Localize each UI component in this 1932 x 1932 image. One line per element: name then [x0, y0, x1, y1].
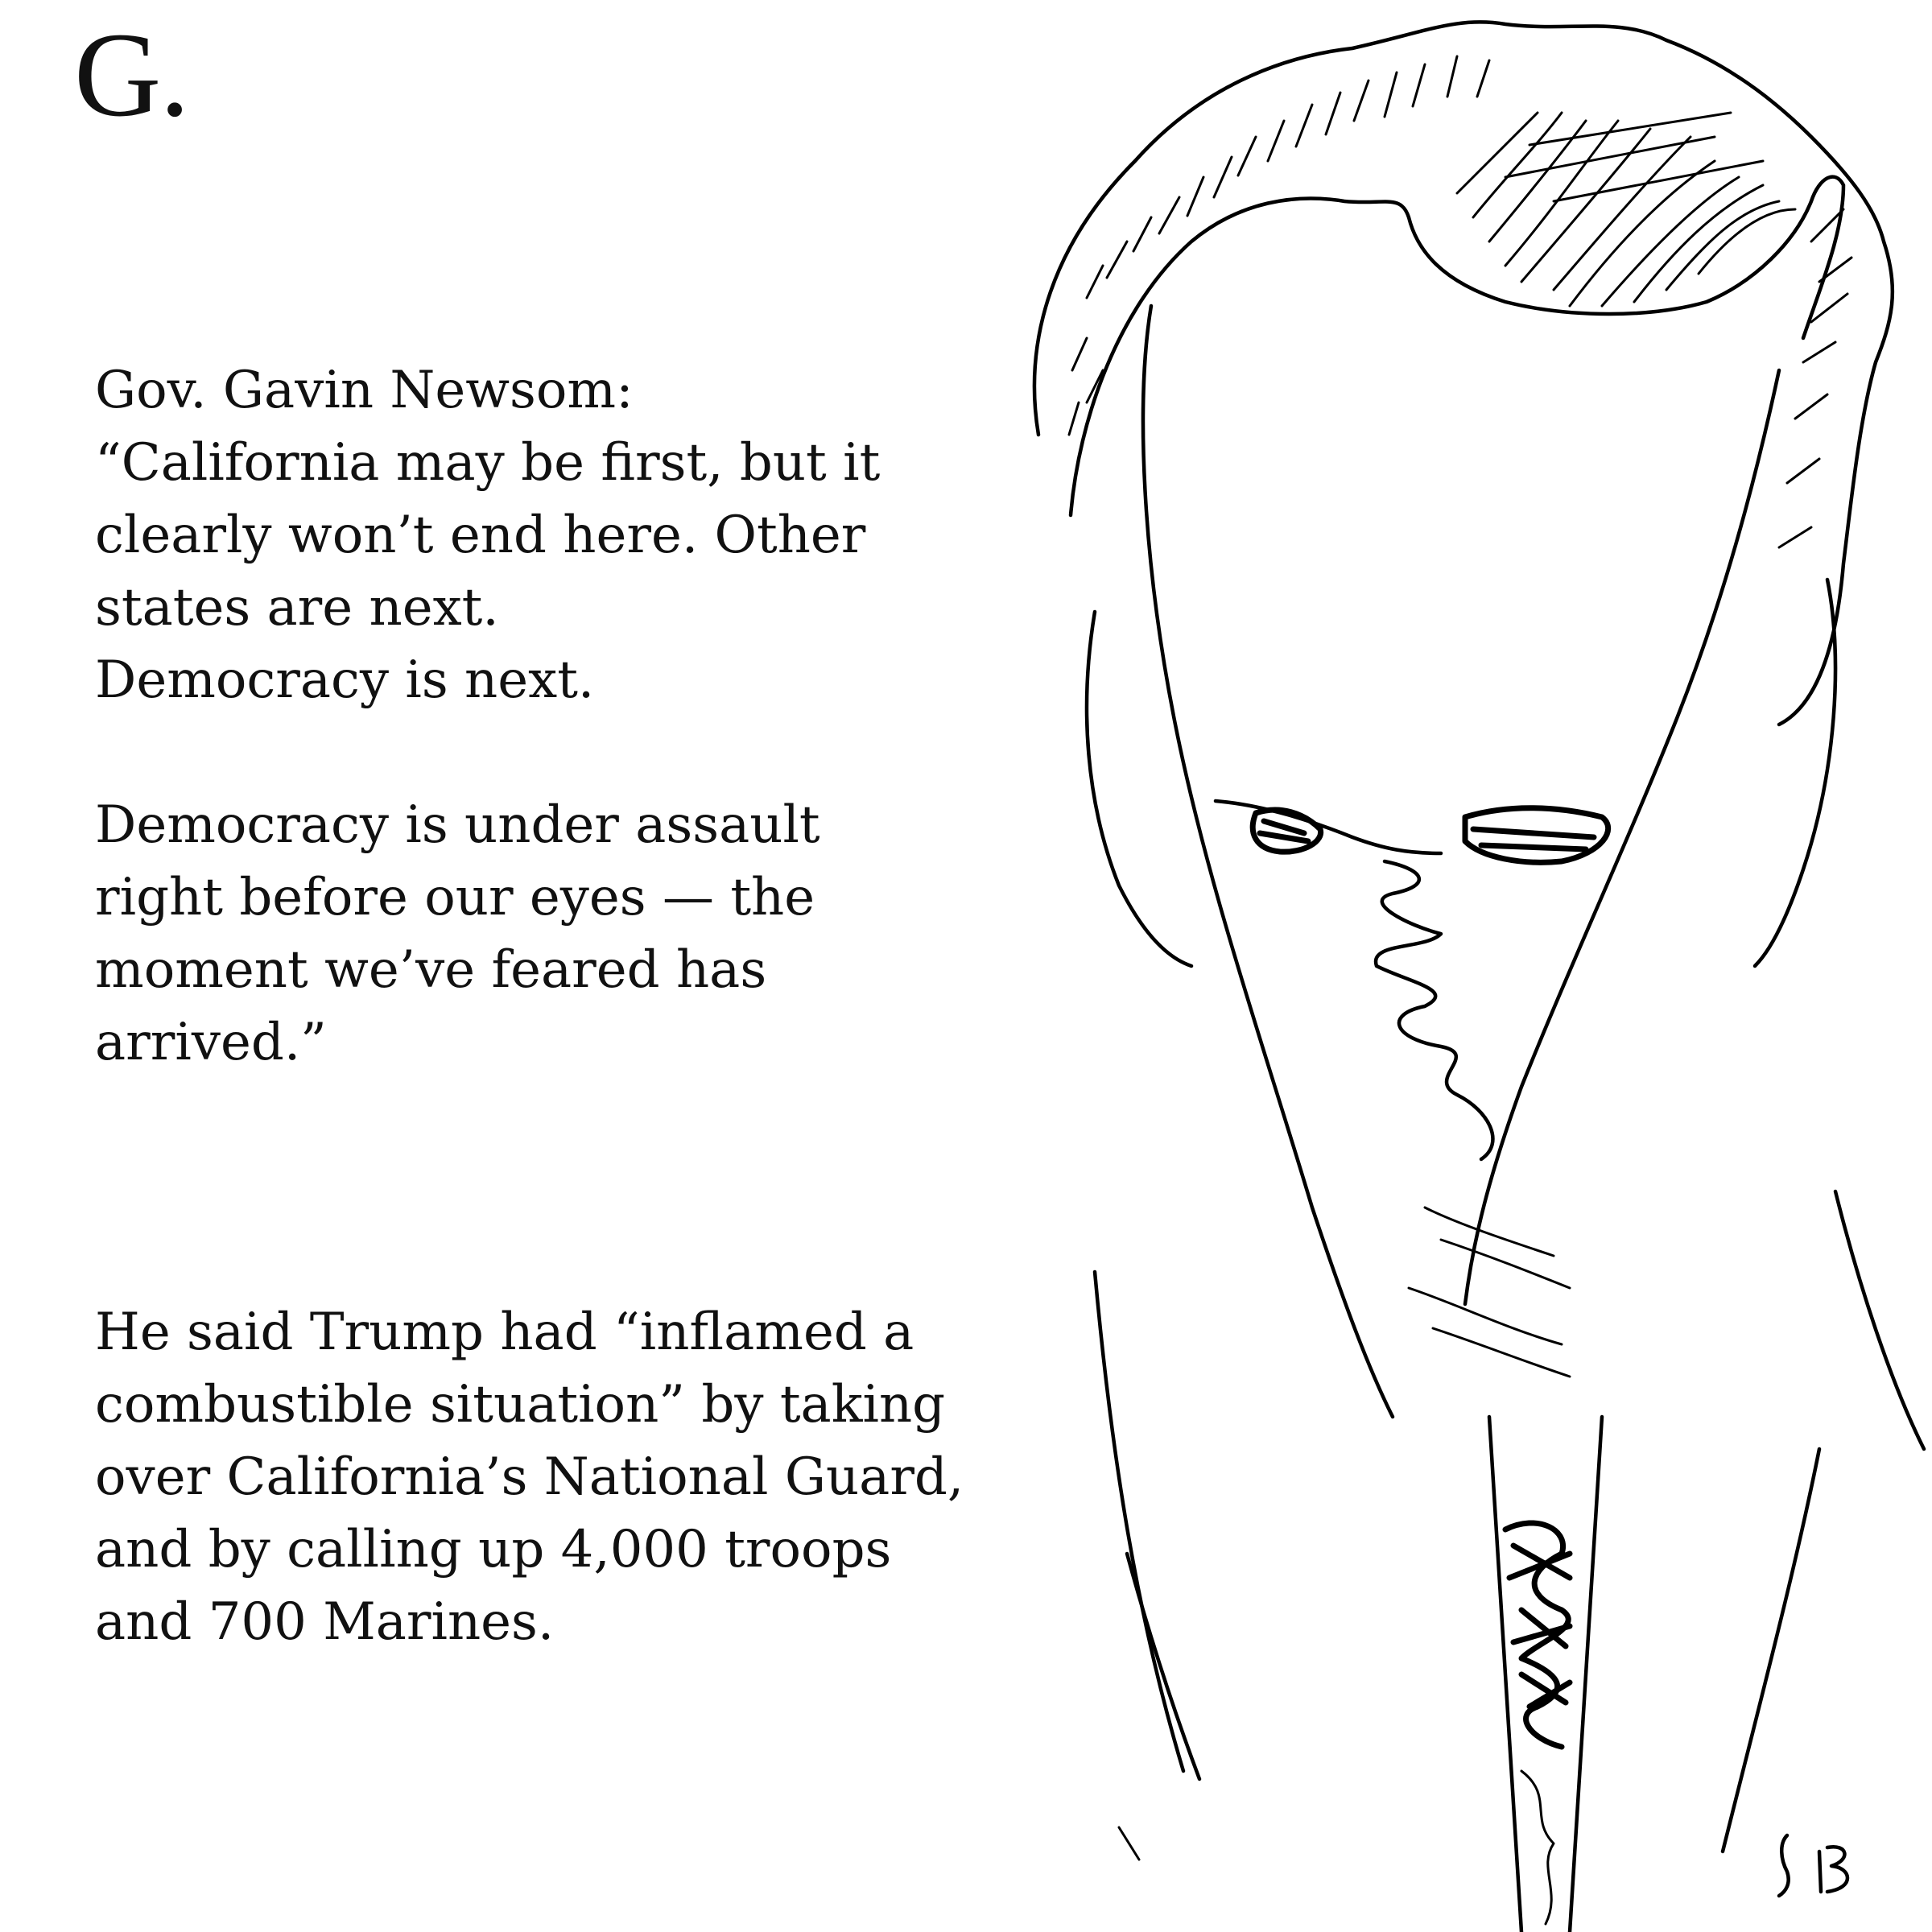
tie-edge-right [1570, 1417, 1602, 1932]
quote-line: moment we’ve feared has [95, 940, 767, 1000]
left-ear [1087, 612, 1191, 966]
stray-mark [1119, 1827, 1139, 1860]
quote-line: Democracy is next. [95, 650, 595, 710]
speaker-line: Gov. Gavin Newsom: [95, 361, 634, 420]
portrait-illustration [1006, 0, 1932, 1932]
quote-line: arrived.” [95, 1013, 327, 1072]
quote-line: “California may be first, but it [95, 433, 881, 493]
collar-right-lower [1723, 1449, 1819, 1852]
tie-lower [1521, 1771, 1554, 1924]
hair-hatching-left [1069, 56, 1489, 435]
report-block [95, 1296, 1005, 1658]
left-eye-outline [1216, 801, 1441, 853]
face-right-contour [1465, 370, 1779, 1304]
hair-scribble-right [1457, 113, 1852, 547]
quote-line: Democracy is under assault [95, 795, 820, 855]
report-line: over California’s National Guard, [95, 1447, 964, 1507]
collar-right [1835, 1191, 1924, 1449]
report-line: and 700 Marines. [95, 1592, 555, 1652]
tie-scribble [1505, 1523, 1570, 1747]
quote-line: right before our eyes — the [95, 868, 815, 927]
collar-inner-left [1127, 1554, 1199, 1779]
face-left-contour [1143, 306, 1393, 1417]
quote-line: clearly won’t end here. Other [95, 506, 866, 565]
right-eye-pupil [1465, 808, 1608, 863]
report-line: and by calling up 4,000 troops [95, 1520, 892, 1579]
portrait-sketch [1006, 0, 1932, 1932]
logo-mark: G. [74, 8, 188, 142]
artist-signature [1771, 1827, 1900, 1900]
nose-line [1376, 861, 1492, 1159]
quote-line: states are next. [95, 578, 499, 638]
hair-outline [1034, 22, 1893, 724]
report-line: combustible situation” by taking [95, 1375, 946, 1435]
mouth-scribble [1409, 1208, 1570, 1377]
right-ear [1755, 580, 1835, 966]
tie-edge-left [1489, 1417, 1521, 1932]
quote-block [95, 354, 1005, 1079]
report-line: He said Trump had “inflamed a [95, 1302, 914, 1362]
